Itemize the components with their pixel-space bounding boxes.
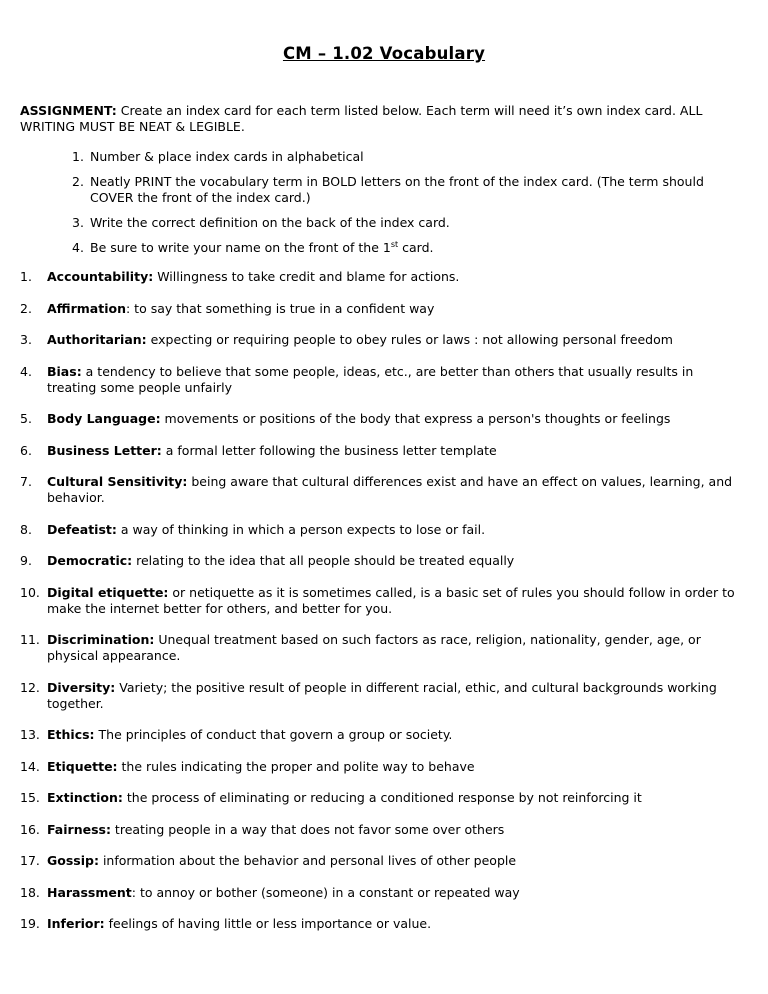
vocabulary-item xyxy=(20,727,735,743)
instruction-number: 1. xyxy=(72,149,84,164)
vocabulary-number: 17. xyxy=(20,853,40,868)
instruction-item xyxy=(72,215,732,231)
vocabulary-item xyxy=(20,853,735,869)
vocabulary-term: Etiquette: xyxy=(47,758,118,774)
vocabulary-term: Gossip: xyxy=(47,853,99,868)
vocabulary-number: 2. xyxy=(20,300,32,316)
vocabulary-definition: relating to the idea that all people should be treated equally xyxy=(132,553,515,568)
vocabulary-definition: expecting or requiring people to obey rules or laws : not allowing personal freedom xyxy=(146,332,673,347)
vocabulary-definition: Variety; the positive result of people in different racial, ethic, and cultural backgrounds working together. xyxy=(47,679,717,711)
vocabulary-item xyxy=(20,885,735,901)
vocabulary-number: 8. xyxy=(20,521,32,537)
vocabulary-term: Democratic: xyxy=(47,553,133,568)
vocabulary-definition: movements or positions of the body that express a person's thoughts or feelings xyxy=(160,411,671,426)
instruction-number: 4. xyxy=(72,240,84,255)
vocabulary-item xyxy=(20,301,735,317)
vocabulary-list xyxy=(20,269,735,948)
vocabulary-item xyxy=(20,522,735,538)
page-title: CM – 1.02 Vocabulary xyxy=(282,44,486,63)
vocabulary-number: 4. xyxy=(20,363,32,379)
assignment-paragraph xyxy=(20,103,740,135)
vocabulary-definition: the rules indicating the proper and polite way to behave xyxy=(117,758,475,774)
vocabulary-definition: a formal letter following the business letter template xyxy=(161,442,497,458)
instruction-item xyxy=(72,174,732,206)
vocabulary-definition: The principles of conduct that govern a group or society. xyxy=(94,727,453,742)
vocabulary-term: Ethics: xyxy=(47,727,95,742)
instruction-item xyxy=(72,240,732,256)
vocabulary-number: 9. xyxy=(20,553,32,568)
vocabulary-definition: : to annoy or bother (someone) in a constant or repeated way xyxy=(131,884,520,900)
vocabulary-item xyxy=(20,553,735,569)
vocabulary-number: 11. xyxy=(20,632,40,647)
instruction-list xyxy=(72,149,732,265)
vocabulary-number: 10. xyxy=(20,584,40,600)
vocabulary-definition: information about the behavior and personal lives of other people xyxy=(98,853,517,868)
vocabulary-term: Diversity: xyxy=(47,679,116,695)
vocabulary-number: 5. xyxy=(20,411,32,426)
assignment-text: Create an index card for each term listed below. Each term will need it’s own index card. ALL WRITING MUST BE NEAT & LEGIBLE. xyxy=(20,103,703,134)
instruction-text xyxy=(90,240,434,255)
vocabulary-number: 3. xyxy=(20,332,32,347)
vocabulary-definition: being aware that cultural differences exist and have an effect on values, learning, and behavior. xyxy=(47,474,733,505)
vocabulary-definition: a way of thinking in which a person expects to lose or fail. xyxy=(116,521,486,537)
vocabulary-number: 18. xyxy=(20,884,40,900)
vocabulary-item xyxy=(20,585,735,617)
ordinal-suffix: st xyxy=(390,239,399,249)
vocabulary-definition: feelings of having little or less importance or value. xyxy=(104,916,432,931)
vocabulary-number: 7. xyxy=(20,474,32,489)
vocabulary-number: 12. xyxy=(20,679,40,695)
instruction-text-part: card. xyxy=(398,240,434,255)
vocabulary-number: 1. xyxy=(20,269,32,284)
vocabulary-term: Authoritarian: xyxy=(47,332,147,347)
vocabulary-definition: Unequal treatment based on such factors as race, religion, nationality, gender, age, or physical appearance. xyxy=(47,632,701,663)
vocabulary-item xyxy=(20,474,735,506)
vocabulary-term: Body Language: xyxy=(47,411,161,426)
instruction-text: Write the correct definition on the back of the index card. xyxy=(90,215,450,230)
instruction-number: 2. xyxy=(72,174,84,189)
vocabulary-definition: a tendency to believe that some people, ideas, etc., are better than others that usually results in treating some people unfairly xyxy=(47,363,694,395)
vocabulary-term: Discrimination: xyxy=(47,632,155,647)
vocabulary-item xyxy=(20,443,735,459)
instruction-item xyxy=(72,149,732,165)
vocabulary-item xyxy=(20,632,735,664)
instruction-text: Number & place index cards in alphabetical xyxy=(90,149,364,164)
vocabulary-definition: or netiquette as it is sometimes called, is a basic set of rules you should follow in order to make the internet better for others, and better for you. xyxy=(47,584,735,616)
assignment-label: ASSIGNMENT: xyxy=(20,103,117,118)
vocabulary-term: Extinction: xyxy=(47,790,123,805)
vocabulary-number: 19. xyxy=(20,916,40,931)
vocabulary-number: 6. xyxy=(20,442,32,458)
vocabulary-item xyxy=(20,364,735,396)
vocabulary-number: 16. xyxy=(20,821,40,837)
vocabulary-number: 15. xyxy=(20,790,40,805)
vocabulary-item xyxy=(20,759,735,775)
vocabulary-term: Cultural Sensitivity: xyxy=(47,474,188,489)
vocabulary-term: Business Letter: xyxy=(47,442,162,458)
vocabulary-item xyxy=(20,269,735,285)
vocabulary-item xyxy=(20,916,735,932)
instruction-text-part: Be sure to write your name on the front of the 1 xyxy=(90,240,391,255)
vocabulary-term: Digital etiquette: xyxy=(47,584,169,600)
vocabulary-item xyxy=(20,680,735,712)
vocabulary-number: 13. xyxy=(20,727,40,742)
vocabulary-term: Accountability: xyxy=(47,269,154,284)
vocabulary-number: 14. xyxy=(20,758,40,774)
vocabulary-item xyxy=(20,332,735,348)
vocabulary-definition: the process of eliminating or reducing a conditioned response by not reinforcing it xyxy=(122,790,642,805)
vocabulary-term: Harassment xyxy=(47,884,132,900)
vocabulary-definition: : to say that something is true in a confident way xyxy=(126,300,435,316)
instruction-number: 3. xyxy=(72,215,84,230)
vocabulary-item xyxy=(20,822,735,838)
vocabulary-term: Affirmation xyxy=(47,300,126,316)
vocabulary-term: Defeatist: xyxy=(47,521,117,537)
vocabulary-definition: treating people in a way that does not favor some over others xyxy=(110,821,505,837)
vocabulary-item xyxy=(20,790,735,806)
vocabulary-term: Bias: xyxy=(47,363,82,379)
vocabulary-item xyxy=(20,411,735,427)
vocabulary-definition: Willingness to take credit and blame for actions. xyxy=(153,269,460,284)
instruction-text: Neatly PRINT the vocabulary term in BOLD letters on the front of the index card. (The term should COVER the front of the index card.) xyxy=(90,174,704,205)
vocabulary-term: Fairness: xyxy=(47,821,111,837)
vocabulary-term: Inferior: xyxy=(47,916,105,931)
